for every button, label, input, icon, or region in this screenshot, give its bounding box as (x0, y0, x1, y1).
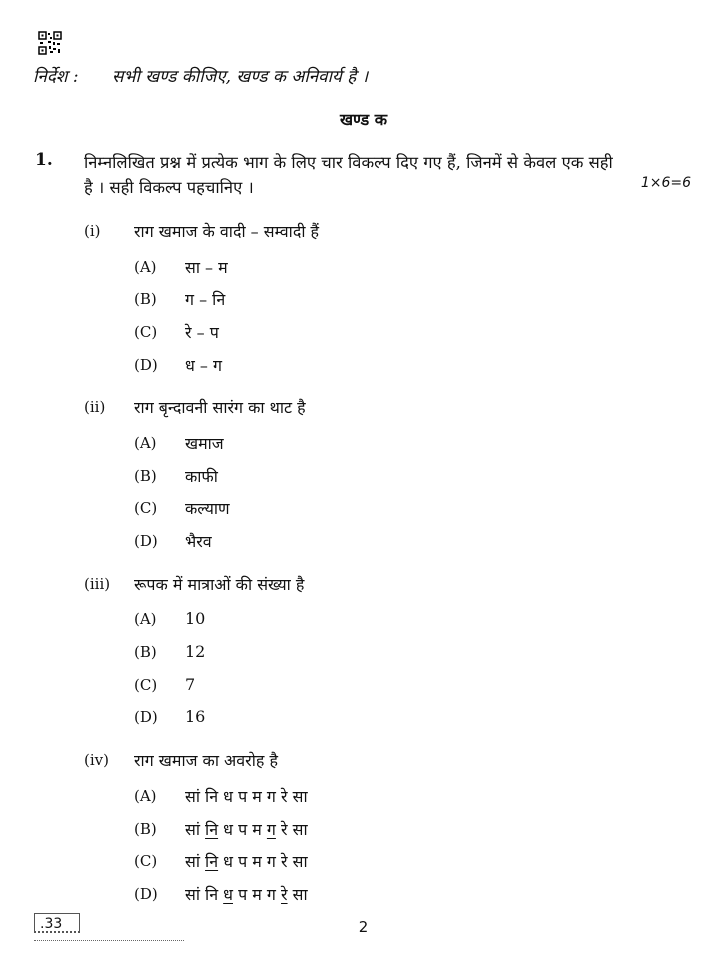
option-label: (D) (134, 532, 158, 550)
option-text (185, 850, 308, 872)
komal-swara-segment: ग (266, 820, 276, 839)
swara-segment: ध प म ग रे सा (218, 852, 308, 871)
question-number: 1. (35, 150, 53, 170)
part-question: राग बृन्दावनी सारंग का थाट है (134, 398, 306, 417)
option-label: (A) (134, 610, 157, 628)
part-question: राग खमाज का अवरोह है (134, 751, 278, 770)
komal-swara-segment: नि (205, 820, 219, 839)
part-label: (iii) (84, 575, 111, 593)
option-text: भैरव (185, 532, 212, 551)
option-text: 16 (185, 707, 206, 726)
part-label: (i) (84, 222, 101, 240)
question-text-line2: है । सही विकल्प पहचानिए । (84, 178, 254, 197)
option-label: (A) (134, 434, 157, 452)
question-text-line1: निम्नलिखित प्रश्न में प्रत्येक भाग के लिए चार विकल्प दिए गए हैं, जिनमें से केवल एक सही (84, 153, 613, 172)
option-text: सा – म (185, 258, 228, 277)
komal-swara-segment: ध (223, 885, 233, 904)
option-label: (B) (134, 820, 157, 838)
section-title: खण्ड क (339, 110, 388, 129)
option-text: ग – नि (185, 290, 226, 309)
option-label: (B) (134, 467, 157, 485)
part-question: रूपक में मात्राओं की संख्या है (134, 575, 305, 594)
swara-segment: प म ग (233, 885, 282, 904)
option-text: खमाज (185, 434, 224, 453)
part-question: राग खमाज के वादी – सम्वादी हैं (134, 222, 320, 241)
option-text: रे – प (185, 323, 219, 342)
option-label: (C) (134, 852, 158, 870)
swara-segment: सां नि (185, 885, 224, 904)
swara-segment: सां नि ध प म ग रे सा (185, 787, 308, 806)
page-number: 2 (358, 918, 369, 936)
option-label: (B) (134, 290, 157, 308)
swara-segment: सा (287, 885, 308, 904)
option-label: (B) (134, 643, 157, 661)
swara-segment: ध प म (218, 820, 267, 839)
option-text (185, 785, 308, 807)
instructions-text: सभी खण्ड कीजिए, खण्ड क अनिवार्य है । (112, 67, 369, 87)
option-label: (A) (134, 787, 157, 805)
komal-swara-segment: रे (281, 885, 288, 904)
komal-swara-segment: नि (205, 852, 219, 871)
marks: 1×6=6 (640, 175, 691, 191)
option-text (185, 883, 308, 905)
option-text: काफी (185, 467, 218, 486)
instructions-label: निर्देश : (33, 67, 79, 87)
swara-segment: सां (185, 852, 206, 871)
option-text: कल्याण (185, 499, 230, 518)
option-label: (A) (134, 258, 157, 276)
option-label: (C) (134, 323, 158, 341)
option-text: 12 (185, 642, 206, 661)
qr-code-icon (38, 31, 62, 55)
option-text: 7 (185, 675, 196, 694)
footer-divider (34, 940, 184, 941)
option-label: (D) (134, 708, 158, 726)
option-label: (C) (134, 499, 158, 517)
option-text: ध – ग (185, 356, 223, 375)
option-label: (D) (134, 356, 158, 374)
option-label: (D) (134, 885, 158, 903)
option-label: (C) (134, 676, 158, 694)
option-text (185, 818, 308, 840)
paper-code: .33 (34, 913, 80, 933)
part-label: (iv) (84, 751, 109, 769)
option-text: 10 (185, 609, 206, 628)
swara-segment: सां (185, 820, 206, 839)
swara-segment: रे सा (275, 820, 308, 839)
part-label: (ii) (84, 398, 106, 416)
